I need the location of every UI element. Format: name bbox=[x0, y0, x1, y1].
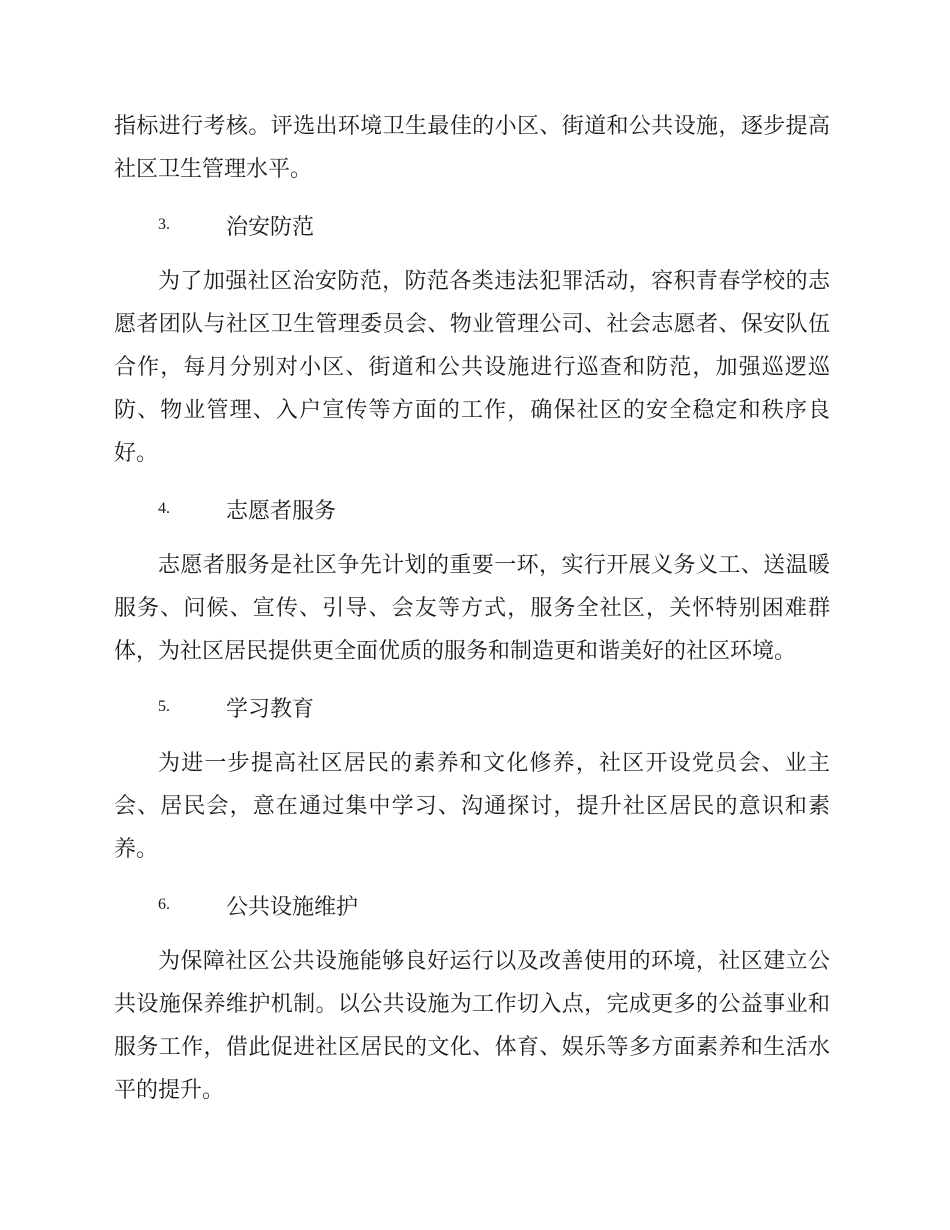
section-title: 学习教育 bbox=[226, 696, 315, 722]
section-body-6: 为保障社区公共设施能够良好运行以及改善使用的环境，社区建立公共设施保养维护机制。以公共设施为工作切入点，完成更多的公益事业和服务工作，借此促进社区居民的文化、体育、娱乐等多方面素养和生活水平的提升。 bbox=[114, 949, 830, 1103]
section-number: 6. bbox=[158, 896, 170, 913]
section-title: 志愿者服务 bbox=[226, 498, 337, 524]
document-page bbox=[114, 105, 830, 1112]
section-number: 3. bbox=[158, 216, 170, 233]
section-body-5: 为进一步提高社区居民的素养和文化修养，社区开设党员会、业主会、居民会，意在通过集中学习、沟通探讨，提升社区居民的意识和素养。 bbox=[114, 751, 830, 862]
section-title: 公共设施维护 bbox=[226, 894, 359, 920]
section-heading-5 bbox=[114, 686, 830, 728]
intro-paragraph: 指标进行考核。评选出环境卫生最佳的小区、街道和公共设施，逐步提高社区卫生管理水平。 bbox=[114, 114, 830, 182]
section-heading-4 bbox=[114, 488, 830, 530]
section-number: 5. bbox=[158, 698, 170, 715]
section-body-4: 志愿者服务是社区争先计划的重要一环，实行开展义务义工、送温暖服务、问候、宣传、引导、会友等方式，服务全社区，关怀特别困难群体，为社区居民提供更全面优质的服务和制造更和谐美好的社区环境。 bbox=[114, 553, 830, 664]
section-number: 4. bbox=[158, 500, 170, 517]
section-title: 治安防范 bbox=[226, 214, 315, 240]
section-heading-3 bbox=[114, 204, 830, 246]
section-body-3: 为了加强社区治安防范，防范各类违法犯罪活动，容积青春学校的志愿者团队与社区卫生管理委员会、物业管理公司、社会志愿者、保安队伍合作，每月分别对小区、街道和公共设施进行巡查和防范，加强巡逻巡防、物业管理、入户宣传等方面的工作，确保社区的安全稳定和秩序良好。 bbox=[114, 269, 830, 466]
section-heading-6 bbox=[114, 884, 830, 926]
